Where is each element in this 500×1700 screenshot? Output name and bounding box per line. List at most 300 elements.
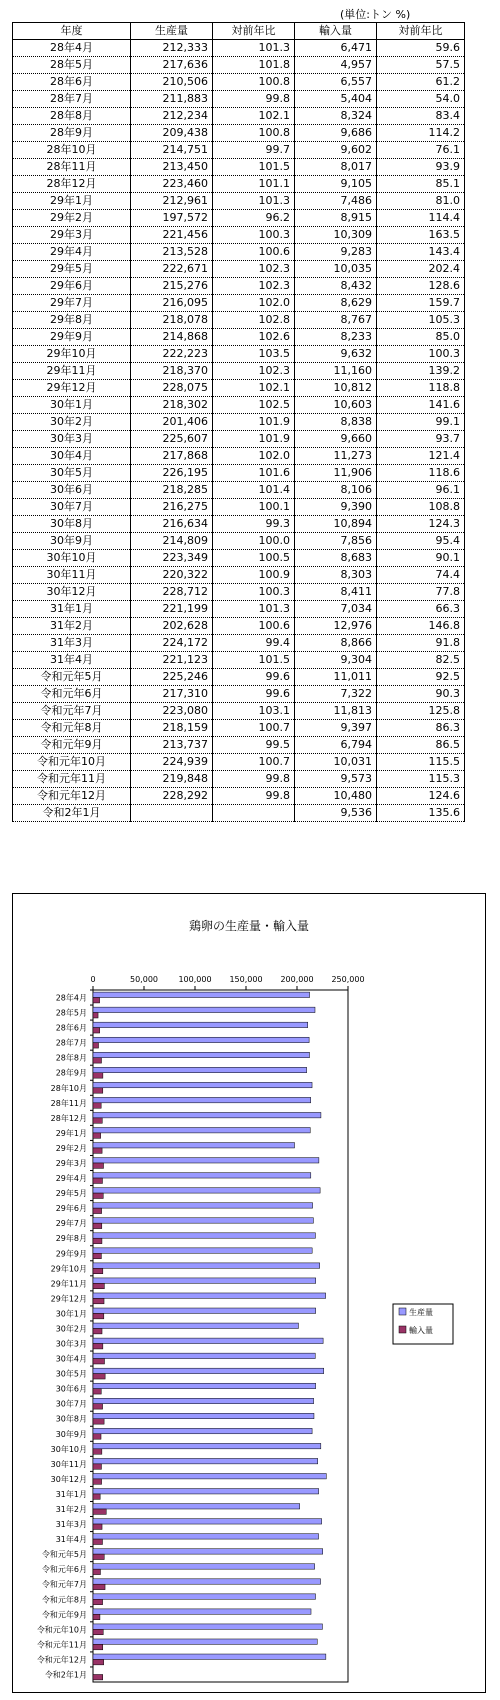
cell-year: 30年8月 [13,516,131,533]
category-label: 令和元年6月 [41,1565,87,1575]
category-label: 28年5月 [55,1008,87,1018]
cell-imports-yoy: 92.5 [377,669,465,686]
table-row [13,40,465,57]
cell-imports: 9,105 [295,176,377,193]
cell-imports: 8,432 [295,278,377,295]
category-label: 令和元年5月 [41,1550,87,1560]
production-bar [93,1007,315,1012]
cell-imports-yoy: 124.3 [377,516,465,533]
cell-imports-yoy: 125.8 [377,703,465,720]
cell-imports-yoy: 114.2 [377,125,465,142]
cell-imports-yoy: 99.1 [377,414,465,431]
cell-production: 215,276 [131,278,213,295]
import-bar [93,1313,104,1318]
cell-production: 223,080 [131,703,213,720]
import-bar [93,1599,103,1604]
category-label: 令和元年8月 [41,1595,87,1605]
production-bar [93,1564,315,1569]
category-label: 29年8月 [55,1234,87,1244]
import-bar [93,1659,104,1664]
production-bar [93,1549,323,1554]
import-bar [93,1524,102,1529]
cell-production: 221,123 [131,652,213,669]
cell-production-yoy: 101.9 [213,414,295,431]
table-row [13,176,465,193]
category-label: 30年12月 [50,1474,87,1484]
production-bar [93,1082,312,1087]
cell-year: 30年10月 [13,550,131,567]
table-row [13,788,465,805]
cell-production: 216,275 [131,499,213,516]
cell-imports-yoy: 85.1 [377,176,465,193]
cell-production: 212,333 [131,40,213,57]
cell-imports-yoy: 100.3 [377,346,465,363]
production-bar [93,1278,316,1283]
table-row [13,516,465,533]
category-label: 29年9月 [55,1249,87,1259]
category-label: 30年10月 [50,1444,87,1454]
cell-production: 222,223 [131,346,213,363]
cell-imports: 6,794 [295,737,377,754]
cell-year: 令和元年8月 [13,720,131,737]
import-bar [93,1238,102,1243]
import-bar [93,1133,101,1138]
cell-production-yoy: 101.6 [213,465,295,482]
cell-imports-yoy: 95.4 [377,533,465,550]
cell-production-yoy: 100.7 [213,720,295,737]
production-bar [93,1143,295,1148]
table-row [13,278,465,295]
import-bar [93,1584,105,1589]
category-label: 30年8月 [55,1414,87,1424]
table-row [13,652,465,669]
cell-production: 224,939 [131,754,213,771]
import-bar [93,1569,100,1574]
production-bar [93,1263,320,1268]
legend-swatch [399,1326,406,1333]
cell-production-yoy: 99.4 [213,635,295,652]
cell-production-yoy: 99.8 [213,771,295,788]
category-label: 31年1月 [55,1489,87,1499]
cell-year: 令和元年5月 [13,669,131,686]
import-bar [93,1298,104,1303]
cell-imports-yoy: 202.4 [377,261,465,278]
cell-year: 令和元年9月 [13,737,131,754]
category-label: 29年4月 [55,1174,87,1184]
cell-imports: 10,603 [295,397,377,414]
header-production: 生産量 [131,23,213,40]
cell-year: 28年8月 [13,108,131,125]
cell-imports: 8,767 [295,312,377,329]
production-bar [93,1233,315,1238]
cell-imports: 10,812 [295,380,377,397]
category-label: 28年7月 [55,1038,87,1048]
category-label: 30年6月 [55,1384,87,1394]
legend-label: 生産量 [409,1308,433,1317]
cell-imports-yoy: 54.0 [377,91,465,108]
cell-production-yoy: 100.0 [213,533,295,550]
cell-imports: 11,813 [295,703,377,720]
import-bar [93,1178,102,1183]
cell-imports: 8,303 [295,567,377,584]
x-tick-label: 250,000 [331,975,365,984]
cell-imports-yoy: 85.0 [377,329,465,346]
production-bar [93,1323,298,1328]
cell-year: 29年12月 [13,380,131,397]
category-label: 28年9月 [55,1068,87,1078]
production-bar [93,1037,309,1042]
cell-year: 31年1月 [13,601,131,618]
cell-imports: 9,660 [295,431,377,448]
table-row [13,431,465,448]
cell-imports: 11,906 [295,465,377,482]
cell-year: 28年4月 [13,40,131,57]
cell-imports-yoy: 57.5 [377,57,465,74]
import-bar [93,1103,101,1108]
production-bar [93,1338,323,1343]
production-bar [93,1473,326,1478]
table-row [13,584,465,601]
cell-imports-yoy: 139.2 [377,363,465,380]
table-row [13,363,465,380]
table-row [13,805,465,822]
production-bar [93,1248,312,1253]
table-row [13,346,465,363]
cell-imports-yoy: 90.1 [377,550,465,567]
cell-imports-yoy: 59.6 [377,40,465,57]
category-label: 29年6月 [55,1204,87,1214]
production-bar [93,1594,316,1599]
cell-imports: 10,309 [295,227,377,244]
x-tick-label: 200,000 [280,975,314,984]
import-bar [93,1419,104,1424]
cell-production: 225,246 [131,669,213,686]
table-row [13,499,465,516]
cell-imports: 10,035 [295,261,377,278]
cell-year: 令和2年1月 [13,805,131,822]
import-bar [93,1479,102,1484]
category-label: 30年1月 [55,1309,87,1319]
import-bar [93,1073,103,1078]
cell-production: 217,310 [131,686,213,703]
table-row [13,295,465,312]
cell-year: 29年7月 [13,295,131,312]
cell-production: 211,883 [131,91,213,108]
cell-imports-yoy: 77.8 [377,584,465,601]
cell-imports-yoy: 90.3 [377,686,465,703]
cell-production-yoy: 102.3 [213,363,295,380]
x-tick-label: 150,000 [229,975,263,984]
category-label: 29年11月 [50,1279,87,1289]
category-label: 29年2月 [55,1143,87,1153]
cell-production: 217,636 [131,57,213,74]
cell-imports-yoy: 143.4 [377,244,465,261]
cell-imports-yoy: 93.9 [377,159,465,176]
legend-label: 輸入量 [409,1326,433,1335]
cell-production-yoy: 100.3 [213,227,295,244]
cell-imports: 11,160 [295,363,377,380]
cell-imports-yoy: 83.4 [377,108,465,125]
cell-year: 28年12月 [13,176,131,193]
cell-production: 210,506 [131,74,213,91]
cell-imports: 8,683 [295,550,377,567]
import-bar [93,1554,104,1559]
cell-year: 29年6月 [13,278,131,295]
cell-production: 221,199 [131,601,213,618]
table-row [13,312,465,329]
table-row [13,465,465,482]
cell-imports-yoy: 135.6 [377,805,465,822]
production-bar [93,1534,319,1539]
category-label: 29年7月 [55,1219,87,1229]
cell-year: 30年2月 [13,414,131,431]
cell-year: 28年9月 [13,125,131,142]
cell-production: 213,528 [131,244,213,261]
plot-area [93,990,348,1682]
production-bar [93,1654,326,1659]
cell-production-yoy: 101.4 [213,482,295,499]
import-bar [93,1268,103,1273]
cell-production-yoy: 99.5 [213,737,295,754]
cell-imports: 8,106 [295,482,377,499]
x-tick-label: 100,000 [178,975,212,984]
import-bar [93,1118,102,1123]
cell-production: 225,607 [131,431,213,448]
table-row [13,329,465,346]
cell-year: 28年7月 [13,91,131,108]
import-bar [93,1389,101,1394]
production-bar [93,1458,318,1463]
category-label: 28年6月 [55,1023,87,1033]
cell-imports: 6,471 [295,40,377,57]
category-label: 29年3月 [55,1159,87,1168]
cell-imports: 9,686 [295,125,377,142]
category-label: 30年3月 [55,1339,87,1349]
cell-year: 30年11月 [13,567,131,584]
import-bar [93,1223,102,1228]
cell-imports-yoy: 91.8 [377,635,465,652]
table-row [13,210,465,227]
cell-year: 30年12月 [13,584,131,601]
cell-production: 213,737 [131,737,213,754]
cell-imports: 4,957 [295,57,377,74]
cell-imports: 8,233 [295,329,377,346]
cell-production-yoy: 103.1 [213,703,295,720]
cell-production: 209,438 [131,125,213,142]
table-row [13,380,465,397]
category-label: 令和元年9月 [41,1610,87,1620]
cell-production-yoy: 102.5 [213,397,295,414]
cell-imports-yoy: 114.4 [377,210,465,227]
production-bar [93,1413,314,1418]
table-row [13,482,465,499]
cell-production-yoy: 99.6 [213,669,295,686]
cell-year: 31年2月 [13,618,131,635]
production-bar [93,1383,316,1388]
category-label: 28年10月 [50,1083,87,1093]
category-label: 29年1月 [55,1128,87,1138]
cell-imports: 9,397 [295,720,377,737]
cell-production: 201,406 [131,414,213,431]
production-bar [93,1519,322,1524]
cell-production: 218,159 [131,720,213,737]
table-row [13,703,465,720]
cell-imports: 9,390 [295,499,377,516]
cell-production-yoy: 102.0 [213,295,295,312]
production-bar [93,1203,313,1208]
cell-year: 30年4月 [13,448,131,465]
cell-production-yoy: 99.8 [213,788,295,805]
cell-imports-yoy: 163.5 [377,227,465,244]
cell-production-yoy: 101.9 [213,431,295,448]
cell-production-yoy: 102.3 [213,278,295,295]
cell-imports-yoy: 118.6 [377,465,465,482]
production-bar [93,1158,319,1163]
category-label: 29年12月 [50,1294,87,1304]
cell-production: 217,868 [131,448,213,465]
cell-production-yoy [213,805,295,822]
import-bar [93,1449,102,1454]
production-bar [93,1052,309,1057]
import-bar [93,1193,103,1198]
cell-production: 213,450 [131,159,213,176]
cell-production-yoy: 100.7 [213,754,295,771]
category-label: 30年11月 [50,1459,87,1469]
cell-imports-yoy: 66.3 [377,601,465,618]
production-bar [93,1218,313,1223]
cell-production-yoy: 100.1 [213,499,295,516]
cell-year: 29年2月 [13,210,131,227]
import-bar [93,1374,105,1379]
import-bar [93,1434,101,1439]
cell-production-yoy: 100.6 [213,618,295,635]
cell-imports-yoy: 159.7 [377,295,465,312]
import-bar [93,1088,103,1093]
cell-production-yoy: 96.2 [213,210,295,227]
cell-imports-yoy: 96.1 [377,482,465,499]
cell-production-yoy: 102.1 [213,108,295,125]
table-row [13,567,465,584]
cell-year: 30年9月 [13,533,131,550]
cell-production-yoy: 101.3 [213,601,295,618]
cell-imports-yoy: 76.1 [377,142,465,159]
cell-production-yoy: 99.8 [213,91,295,108]
cell-production-yoy: 101.5 [213,159,295,176]
category-label: 31年4月 [55,1535,87,1545]
production-bar [93,1624,322,1629]
cell-imports-yoy: 105.3 [377,312,465,329]
cell-year: 30年3月 [13,431,131,448]
category-label: 31年2月 [55,1505,87,1514]
x-tick-label: 50,000 [130,975,158,984]
production-bar [93,1489,319,1494]
table-row [13,686,465,703]
cell-production: 202,628 [131,618,213,635]
table-row [13,720,465,737]
table-row [13,414,465,431]
cell-year: 29年9月 [13,329,131,346]
cell-production: 228,712 [131,584,213,601]
cell-imports: 8,866 [295,635,377,652]
cell-year: 29年1月 [13,193,131,210]
category-label: 30年9月 [55,1429,87,1439]
cell-imports-yoy: 141.6 [377,397,465,414]
import-bar [93,1208,102,1213]
header-production-yoy: 対前年比 [213,23,295,40]
cell-imports-yoy: 86.5 [377,737,465,754]
import-bar [93,1253,101,1258]
cell-production-yoy: 100.5 [213,550,295,567]
cell-production-yoy: 102.6 [213,329,295,346]
import-bar [93,1464,101,1469]
table-row [13,261,465,278]
category-label: 31年3月 [55,1520,87,1530]
cell-imports-yoy: 146.8 [377,618,465,635]
cell-imports: 10,031 [295,754,377,771]
cell-production: 221,456 [131,227,213,244]
cell-production-yoy: 101.3 [213,193,295,210]
cell-imports-yoy: 128.6 [377,278,465,295]
import-bar [93,1629,103,1634]
category-label: 30年2月 [55,1324,87,1334]
cell-production: 220,322 [131,567,213,584]
cell-imports: 8,017 [295,159,377,176]
cell-year: 令和元年10月 [13,754,131,771]
table-row [13,91,465,108]
cell-production-yoy: 101.5 [213,652,295,669]
production-bar [93,1067,307,1072]
cell-production-yoy: 103.5 [213,346,295,363]
cell-imports: 9,304 [295,652,377,669]
cell-imports: 8,324 [295,108,377,125]
cell-production: 216,634 [131,516,213,533]
table-row [13,618,465,635]
import-bar [93,1344,103,1349]
table-row [13,159,465,176]
cell-year: 30年5月 [13,465,131,482]
cell-production: 226,195 [131,465,213,482]
cell-production-yoy: 99.7 [213,142,295,159]
cell-imports: 12,976 [295,618,377,635]
cell-imports-yoy: 124.6 [377,788,465,805]
table-row [13,635,465,652]
import-bar [93,1614,100,1619]
cell-imports: 8,915 [295,210,377,227]
cell-production-yoy: 100.6 [213,244,295,261]
cell-imports: 7,034 [295,601,377,618]
table-row [13,754,465,771]
cell-imports: 10,480 [295,788,377,805]
cell-year: 30年7月 [13,499,131,516]
category-label: 30年4月 [55,1354,87,1364]
table-row [13,244,465,261]
cell-production: 218,370 [131,363,213,380]
cell-production: 219,848 [131,771,213,788]
cell-production: 214,868 [131,329,213,346]
production-bar [93,1368,324,1373]
cell-imports: 10,894 [295,516,377,533]
cell-production-yoy: 99.3 [213,516,295,533]
header-imports: 輸入量 [295,23,377,40]
production-bar [93,1173,311,1178]
cell-production-yoy: 100.8 [213,125,295,142]
cell-production: 212,234 [131,108,213,125]
cell-production: 197,572 [131,210,213,227]
import-bar [93,1509,106,1514]
import-bar [93,1644,103,1649]
cell-year: 令和元年12月 [13,788,131,805]
cell-imports: 7,486 [295,193,377,210]
